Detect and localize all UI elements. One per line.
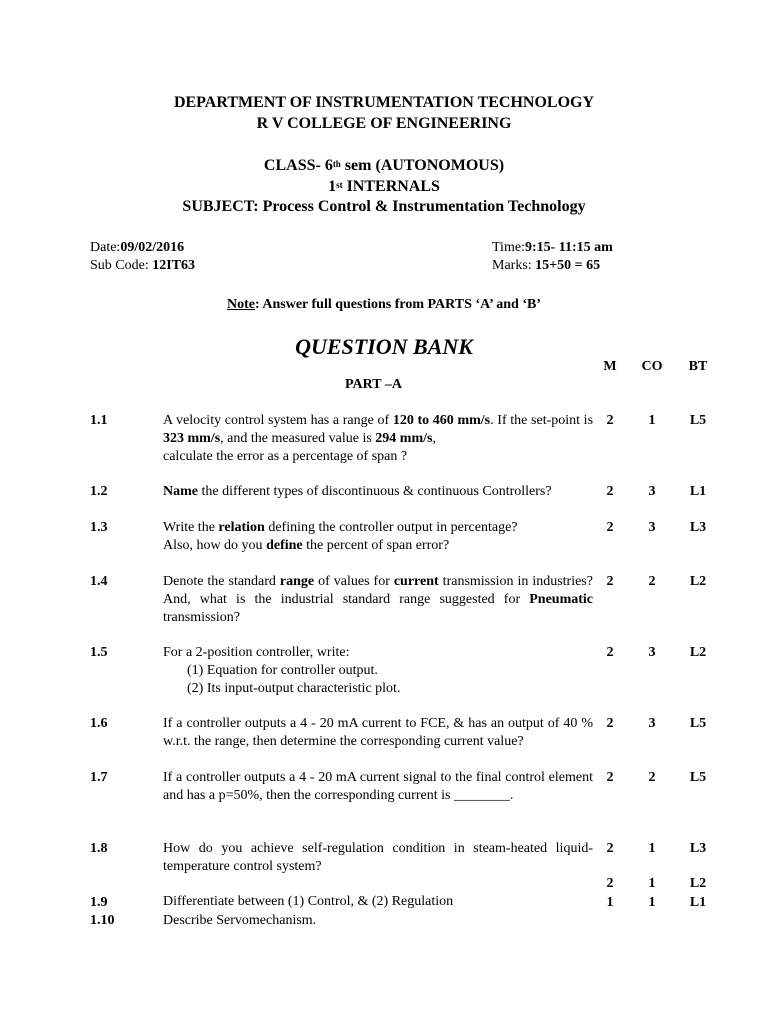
subject-code: Sub Code: 12IT63	[90, 258, 196, 273]
part-a-heading: PART –A	[345, 377, 402, 392]
department-heading: DEPARTMENT OF INSTRUMENTATION TECHNOLOGY	[173, 94, 595, 111]
question-number: 1.4	[90, 574, 108, 589]
co-value: 3	[648, 484, 656, 499]
bt-value: L5	[689, 716, 707, 731]
bt-value: L3	[689, 520, 707, 535]
co-value: 2	[648, 574, 656, 589]
marks-value: 2	[606, 716, 614, 731]
co-value: 1	[648, 841, 656, 856]
bt-value: L2	[689, 645, 707, 660]
co-value: 1	[648, 895, 656, 910]
marks-value: 2	[606, 645, 614, 660]
bt-value: L5	[689, 770, 707, 785]
question-text: How do you achieve self-regulation condition in steam-heated liquid-temperature control system?	[163, 841, 593, 874]
co-value: 1	[648, 876, 656, 891]
question-number: 1.5	[90, 645, 108, 660]
question-number: 1.10	[90, 913, 115, 928]
column-header-marks: M	[603, 359, 617, 374]
internals-heading: 1st INTERNALS	[328, 178, 440, 195]
co-value: 1	[648, 413, 656, 428]
exam-date: Date:09/02/2016	[90, 240, 185, 255]
bt-value: L1	[689, 895, 707, 910]
class-heading: CLASS- 6th sem (AUTONOMOUS)	[263, 157, 505, 174]
exam-time: Time:9:15- 11:15 am	[492, 240, 613, 255]
marks-value: 1	[606, 895, 614, 910]
question-bank-title: QUESTION BANK	[295, 334, 473, 359]
question-number: 1.6	[90, 716, 108, 731]
marks-value: 2	[606, 770, 614, 785]
bt-value: L5	[689, 413, 707, 428]
question-number: 1.9	[90, 895, 108, 910]
question-text: Name the different types of discontinuous & continuous Controllers?	[163, 484, 552, 499]
question-text: Describe Servomechanism.	[163, 913, 317, 928]
question-number: 1.3	[90, 520, 108, 535]
question-text: A velocity control system has a range of 120 to 460 mm/s. If the set-point is 323 mm/s, and the measured value is 294 mm/s, calculate the error as a percentage of span ?	[163, 413, 594, 464]
instructions-note: Note: Answer full questions from PARTS ‘A’ and ‘B’	[226, 297, 541, 312]
column-header-co: CO	[641, 359, 663, 374]
marks-value: 2	[606, 413, 614, 428]
question-text: Denote the standard range of values for current transmission in industries? And, what is the industrial standard range suggested for Pneumatic transmission?	[163, 574, 593, 625]
marks-value: 2	[606, 574, 614, 589]
question-number: 1.2	[90, 484, 108, 499]
question-number: 1.7	[90, 770, 108, 785]
marks-value: 2	[606, 520, 614, 535]
column-header-bt: BT	[688, 359, 708, 374]
question-text: If a controller outputs a 4 - 20 mA current to FCE, & has an output of 40 % w.r.t. the range, then determine the corresponding current value?	[163, 716, 593, 749]
marks-value: 2	[606, 841, 614, 856]
bt-value: L2	[689, 876, 707, 891]
marks-value: 2	[606, 484, 614, 499]
college-heading: R V COLLEGE OF ENGINEERING	[256, 115, 512, 132]
question-number: 1.8	[90, 841, 108, 856]
question-text: For a 2-position controller, write: (1) Equation for controller output. (2) Its input-output characteristic plot.	[163, 645, 401, 696]
subject-heading: SUBJECT: Process Control & Instrumentation Technology	[182, 198, 586, 215]
bt-value: L3	[689, 841, 707, 856]
question-text: Differentiate between (1) Control, & (2) Regulation	[163, 894, 454, 909]
co-value: 3	[648, 645, 656, 660]
question-text: Write the relation defining the controller output in percentage? Also, how do you define the percent of span error?	[163, 520, 518, 553]
question-number: 1.1	[90, 413, 108, 428]
bt-value: L2	[689, 574, 707, 589]
co-value: 3	[648, 520, 656, 535]
co-value: 3	[648, 716, 656, 731]
question-text: If a controller outputs a 4 - 20 mA current signal to the final control element and has a p=50%, then the corresponding current is ________.	[163, 770, 593, 803]
bt-value: L1	[689, 484, 707, 499]
exam-marks: Marks: 15+50 = 65	[492, 258, 601, 273]
co-value: 2	[648, 770, 656, 785]
marks-value: 2	[606, 876, 614, 891]
